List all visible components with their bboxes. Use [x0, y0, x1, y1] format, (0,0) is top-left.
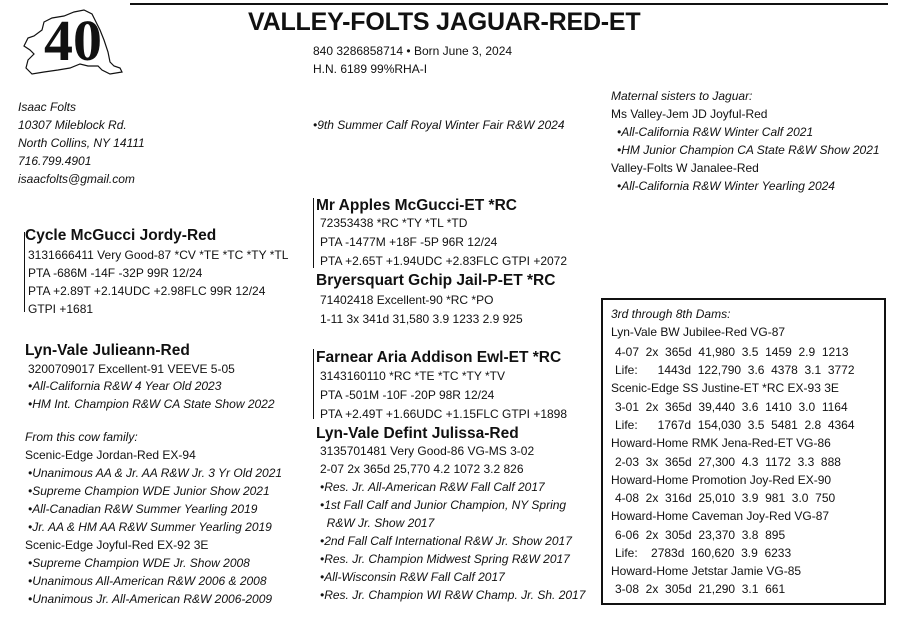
dam-5-name: Howard-Home RMK Jena-Red-ET VG-86: [611, 436, 831, 450]
grandsire-line-4: GTPI +1681: [28, 302, 94, 316]
award-line: •9th Summer Calf Royal Winter Fair R&W 2024: [313, 118, 565, 132]
sire-dam-name: Bryersquart Gchip Jail-P-ET *RC: [316, 272, 556, 289]
dams-box-heading: 3rd through 8th Dams:: [611, 307, 731, 321]
sister-1-note-1: •All-California R&W Winter Calf 2021: [617, 125, 814, 139]
grandsire-line-2: PTA -686M -14F -32P 99R 12/24: [28, 266, 203, 280]
dam-3-record: 4-07 2x 365d 41,980 3.5 1459 2.9 1213: [615, 345, 849, 359]
dam-8-record: 3-08 2x 305d 21,290 3.1 661: [615, 582, 786, 596]
sire-bracket: [313, 198, 314, 268]
sire-dam-line-1: 71402418 Excellent-90 *RC *PO: [320, 293, 494, 307]
cow-family-1-note-4: •Jr. AA & HM AA R&W Summer Yearling 2019: [28, 520, 272, 534]
dam-7-lifetime: Life: 2783d 160,620 3.9 6233: [615, 546, 792, 560]
dam-note-2: •1st Fall Calf and Junior Champion, NY Spring: [320, 498, 567, 512]
consignor-address2: North Collins, NY 14111: [18, 136, 145, 150]
dam-5-record: 2-03 3x 365d 27,300 4.3 1172 3.3 888: [615, 455, 841, 469]
cow-family-heading: From this cow family:: [25, 430, 138, 444]
dam-sire-bracket: [313, 349, 314, 419]
dam-6-name: Howard-Home Promotion Joy-Red EX-90: [611, 473, 832, 487]
dam-sire-line-1: 3143160110 *RC *TE *TC *TY *TV: [320, 369, 505, 383]
grandsire-name: Cycle McGucci Jordy-Red: [25, 227, 217, 244]
animal-title: VALLEY-FOLTS JAGUAR-RED-ET: [248, 8, 641, 36]
dam-sire-line-3: PTA +2.49T +1.66UDC +1.15FLC GTPI +1898: [320, 407, 568, 421]
grandsire-line-1: 3131666411 Very Good-87 *CV *TE *TC *TY *TL: [28, 248, 289, 262]
dam-sire-line-2: PTA -501M -10F -20P 98R 12/24: [320, 388, 495, 402]
dam-note-5: •Res. Jr. Champion Midwest Spring R&W 2017: [320, 552, 570, 566]
dam-3-name: Lyn-Vale BW Jubilee-Red VG-87: [611, 325, 786, 339]
sister-2-note-1: •All-California R&W Winter Yearling 2024: [617, 179, 835, 193]
dam-line-2: 2-07 2x 365d 25,770 4.2 1072 3.2 826: [320, 462, 524, 476]
sire-name: Mr Apples McGucci-ET *RC: [316, 197, 517, 214]
dam-name: Lyn-Vale Defint Julissa-Red: [316, 425, 519, 442]
sire-dam-line-2: 1-11 3x 341d 31,580 3.9 1233 2.9 925: [320, 312, 523, 326]
dam-7-record: 6-06 2x 305d 23,370 3.8 895: [615, 528, 786, 542]
sire-line-1: 72353438 *RC *TY *TL *TD: [320, 216, 468, 230]
sister-1-note-2: •HM Junior Champion CA State R&W Show 2021: [617, 143, 880, 157]
sire-line-3: PTA +2.65T +1.94UDC +2.83FLC GTPI +2072: [320, 254, 568, 268]
consignor-phone: 716.799.4901: [18, 154, 92, 168]
sister-1-name: Ms Valley-Jem JD Joyful-Red: [611, 107, 768, 121]
dam-note-7: •Res. Jr. Champion WI R&W Champ. Jr. Sh. 2017: [320, 588, 586, 602]
dam-6-record: 4-08 2x 316d 25,010 3.9 981 3.0 750: [615, 491, 836, 505]
granddam-line-1: 3200709017 Excellent-91 VEEVE 5-05: [28, 362, 235, 376]
dam-note-6: •All-Wisconsin R&W Fall Calf 2017: [320, 570, 505, 584]
dam-8-name: Howard-Home Jetstar Jamie VG-85: [611, 564, 802, 578]
registration-line: 840 3286858714 • Born June 3, 2024: [313, 44, 513, 58]
dam-sire-name: Farnear Aria Addison Ewl-ET *RC: [316, 349, 562, 366]
lot-number: 40: [44, 8, 102, 73]
dam-note-3: R&W Jr. Show 2017: [320, 516, 435, 530]
dam-4-name: Scenic-Edge SS Justine-ET *RC EX-93 3E: [611, 381, 839, 395]
grandsire-line-3: PTA +2.89T +2.14UDC +2.98FLC 99R 12/24: [28, 284, 266, 298]
dam-line-1: 3135701481 Very Good-86 VG-MS 3-02: [320, 444, 535, 458]
cow-family-1-name: Scenic-Edge Jordan-Red EX-94: [25, 448, 196, 462]
granddam-note-1: •All-California R&W 4 Year Old 2023: [28, 379, 222, 393]
cow-family-1-note-2: •Supreme Champion WDE Junior Show 2021: [28, 484, 270, 498]
herd-number-line: H.N. 6189 99%RHA-I: [313, 62, 428, 76]
dam-note-1: •Res. Jr. All-American R&W Fall Calf 2017: [320, 480, 545, 494]
header-rule: [130, 3, 888, 5]
cow-family-2-note-1: •Supreme Champion WDE Jr. Show 2008: [28, 556, 250, 570]
cow-family-2-name: Scenic-Edge Joyful-Red EX-92 3E: [25, 538, 209, 552]
dam-4-lifetime: Life: 1767d 154,030 3.5 5481 2.8 4364: [615, 418, 855, 432]
dam-note-4: •2nd Fall Calf International R&W Jr. Show 2017: [320, 534, 572, 548]
cow-family-1-note-3: •All-Canadian R&W Summer Yearling 2019: [28, 502, 258, 516]
consignor-address1: 10307 Mileblock Rd.: [18, 118, 127, 132]
sisters-heading: Maternal sisters to Jaguar:: [611, 89, 753, 103]
consignor-email[interactable]: isaacfolts@gmail.com: [18, 172, 135, 186]
sister-2-name: Valley-Folts W Janalee-Red: [611, 161, 759, 175]
cow-family-1-note-1: •Unanimous AA & Jr. AA R&W Jr. 3 Yr Old 2021: [28, 466, 283, 480]
consignor-name: Isaac Folts: [18, 100, 77, 114]
granddam-name: Lyn-Vale Julieann-Red: [25, 342, 190, 359]
dam-3-lifetime: Life: 1443d 122,790 3.6 4378 3.1 3772: [615, 363, 855, 377]
cow-family-2-note-2: •Unanimous All-American R&W 2006 & 2008: [28, 574, 267, 588]
dam-7-name: Howard-Home Caveman Joy-Red VG-87: [611, 509, 830, 523]
dam-4-record: 3-01 2x 365d 39,440 3.6 1410 3.0 1164: [615, 400, 848, 414]
cow-family-2-note-3: •Unanimous Jr. All-American R&W 2006-2009: [28, 592, 273, 606]
sire-line-2: PTA -1477M +18F -5P 96R 12/24: [320, 235, 498, 249]
granddam-note-2: •HM Int. Champion R&W CA State Show 2022: [28, 397, 275, 411]
